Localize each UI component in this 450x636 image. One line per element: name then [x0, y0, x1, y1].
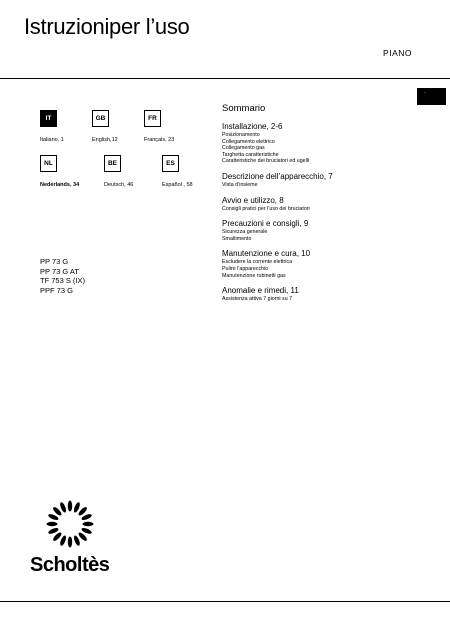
language-caption: Italiano, 1 [40, 137, 64, 143]
sunburst-logo-icon [42, 496, 98, 552]
toc-item[interactable]: Consigli pratici per l’uso dei bruciatori [222, 205, 310, 212]
toc-section-title[interactable]: Installazione, 2-6 [222, 122, 283, 131]
toc-item[interactable]: Assistenza attiva 7 giorni su 7 [222, 296, 293, 303]
language-code-box: ES [162, 155, 179, 172]
toc-item[interactable]: Caratteristiche dei bruciatori ed ugelli [222, 158, 310, 165]
language-code-box: BE [104, 155, 121, 172]
toc-section-title[interactable]: Avvio e utilizzo, 8 [222, 195, 284, 205]
toc-section [222, 249, 427, 279]
toc-section-title[interactable]: Precauzioni e consigli, 9 [222, 219, 309, 229]
toc-item[interactable]: Posizionamento [222, 132, 260, 138]
toc-item[interactable]: Collegamento elettrico [222, 138, 275, 145]
toc-item[interactable]: Manutenzione rubinetti gas [222, 272, 286, 279]
page-title: Istruzioniper l’uso [24, 14, 190, 39]
toc-item[interactable]: Smaltimento [222, 235, 252, 242]
model-name: PP 73 G AT [40, 266, 79, 276]
language-code-box: NL [40, 155, 57, 172]
model-name: TF 753 S (IX) [40, 276, 86, 285]
logo-ray [47, 522, 58, 526]
language-code-box: GB [92, 110, 109, 127]
toc-item[interactable]: Pulire l’apparecchio [222, 265, 269, 272]
toc-section [222, 286, 427, 303]
language-item-be[interactable] [104, 155, 164, 188]
toc-section-title[interactable]: Descrizione dell’apparecchio, 7 [222, 171, 333, 181]
toc-section [222, 122, 427, 165]
language-caption: Français, 23 [144, 137, 175, 143]
toc-item[interactable]: Escludere la corrente elettrica [222, 259, 293, 266]
logo-ray [68, 501, 72, 512]
toc-section-title[interactable]: Manutenzione e cura, 10 [222, 249, 311, 259]
toc-section [222, 172, 427, 189]
toc-item[interactable]: Sicurezza generale [222, 229, 268, 236]
toc-section [222, 196, 427, 213]
language-caption: Nederlands, 34 [40, 182, 80, 188]
table-of-contents [222, 103, 427, 310]
brand-logo [30, 496, 110, 577]
language-item-fr[interactable] [144, 110, 204, 143]
language-code-box: IT [40, 110, 57, 127]
language-item-gb[interactable] [92, 110, 152, 143]
language-code-box: FR [144, 110, 161, 127]
language-item-es[interactable] [162, 155, 222, 188]
bottom-rule [0, 601, 450, 602]
toc-item[interactable]: Collegamento gas [222, 145, 265, 152]
toc-heading: Sommario [222, 103, 266, 114]
toc-section-title[interactable]: Anomalie e rimedi, 11 [222, 286, 299, 296]
model-name: PPF 73 G [40, 285, 73, 295]
language-caption: Deutsch, 46 [104, 182, 134, 188]
top-rule [0, 78, 450, 79]
toc-item[interactable]: Targhetta caratteristiche [222, 151, 279, 158]
language-caption: English,12 [92, 137, 118, 143]
model-list [40, 257, 85, 295]
language-item-nl[interactable] [40, 155, 100, 188]
logo-ray [83, 522, 94, 526]
toc-item[interactable]: Vista d’insieme [222, 181, 258, 188]
language-item-it[interactable] [40, 110, 100, 143]
brand-name: Scholtès [30, 554, 110, 576]
language-caption: Español , 58 [162, 182, 193, 188]
section-tab-marker: · [424, 90, 426, 96]
product-type: PIANO [383, 48, 412, 58]
model-name: PP 73 G [40, 257, 69, 266]
logo-ray [68, 537, 72, 548]
toc-section [222, 219, 427, 242]
